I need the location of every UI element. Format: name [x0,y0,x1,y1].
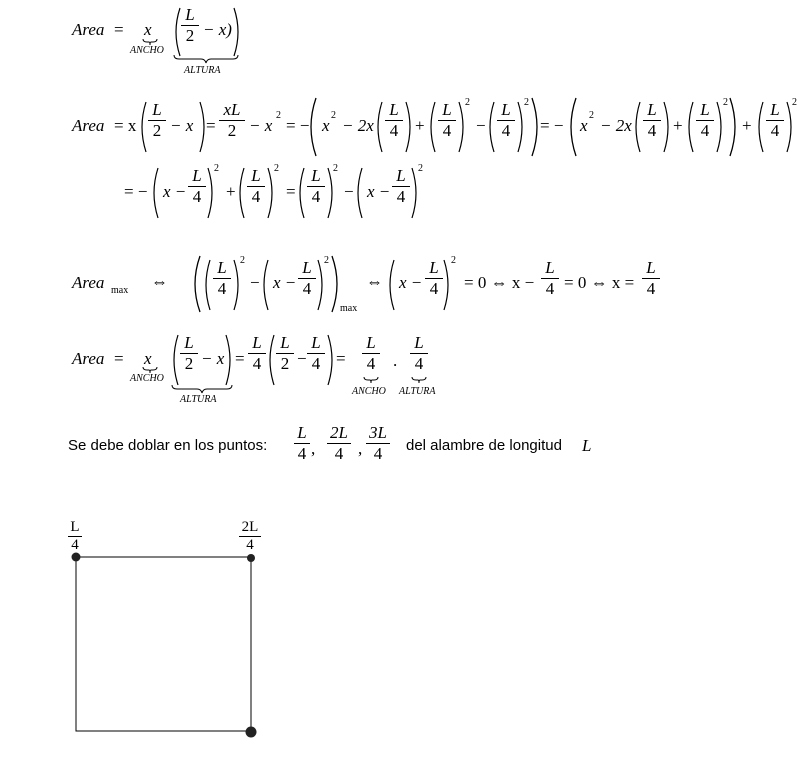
underbrace-altura-2 [411,376,427,384]
minus-x: − x [201,349,225,368]
exp-2: 2 [333,163,338,174]
fraction-L-over-4: L 4 [298,259,316,298]
dot: . [393,351,398,370]
eq-x: = x [114,116,137,135]
fraction-L-over-4: L 4 [362,334,380,373]
fraction-L-over-2: L 2 [276,334,294,373]
x-sq: x [580,116,588,135]
exp-2: 2 [465,97,470,108]
x-minus: x − [399,273,423,292]
minus-x: − x) [203,20,232,39]
equals-sign: = [114,349,124,368]
area-label: Area [72,349,105,368]
plus: + [673,116,683,135]
altura-label: ALTURA [184,65,221,76]
fraction-L-over-4: L 4 [213,259,231,298]
exp-2: 2 [418,163,423,174]
x-minus: x − [367,182,391,201]
area-label: Area [72,116,105,135]
exp-2: 2 [324,255,329,266]
eq-minus: = − [124,182,148,201]
fraction-L-over-4: L 4 [410,334,428,373]
fraction-xL-over-2: xL 2 [219,101,245,140]
fraction-L-over-4: L 4 [294,424,310,463]
exp-2: 2 [214,163,219,174]
exp-2: 2 [723,97,728,108]
fraction-L-over-4: L 4 [392,167,410,206]
x-sq: x [322,116,330,135]
fraction-L-over-4: L 4 [541,259,559,298]
fraction-L-over-2: L 2 [148,101,166,140]
max-subscript: max [111,285,129,296]
fraction-L-over-4: L 4 [425,259,443,298]
ancho-label: ANCHO [352,386,386,397]
minus: − [297,349,307,368]
plus: + [742,116,752,135]
equals-sign: = [114,20,124,39]
L-var: L [582,436,592,455]
sentence-prefix: Se debe doblar en los puntos: [68,437,268,454]
fraction-L-over-4: L 4 [642,259,660,298]
underbrace-altura [171,384,233,394]
label-L-over-4: L 4 [68,520,82,553]
x-var: x [144,20,152,39]
fraction-L-over-2: L 2 [180,334,198,373]
exp-2: 2 [331,110,336,121]
exp-2: 2 [589,110,594,121]
altura-label: ALTURA [180,394,217,405]
fraction-L-over-4: L 4 [385,101,403,140]
equals: = [286,182,296,201]
minus-x: − x [170,116,194,135]
fraction-3L-over-4: 3L 4 [366,424,390,463]
iff-symbol: ⇔ [366,272,383,291]
sentence-suffix: del alambre de longitud [406,437,562,454]
comma: , [311,439,316,458]
minus-x2: − x [249,116,273,135]
x-var: x [144,349,152,368]
minus: − [344,182,354,201]
exp-2: 2 [240,255,245,266]
fraction-L-over-4: L 4 [696,101,714,140]
exp-2: 2 [276,110,281,121]
vertex-top-right [247,554,255,562]
equals: = [206,116,216,135]
x-minus: x − [273,273,297,292]
fraction-L-over-4: L 4 [247,167,265,206]
max-subscript: max [340,303,358,314]
iff-symbol: ⇔ [151,272,168,291]
underbrace-altura [173,54,239,64]
fraction-L-over-4: L 4 [497,101,515,140]
fraction-2L-over-4: 2L 4 [327,424,351,463]
fraction-L-over-4: L 4 [248,334,266,373]
underbrace-ancho-2 [363,376,379,384]
exp-2: 2 [792,97,797,108]
equals: = [336,349,346,368]
fraction-L-over-4: L 4 [307,334,325,373]
eq-zero-iff-x: = 0 ⇔ x = [564,273,635,292]
minus-2x: − 2x [600,116,632,135]
fraction-L-over-4: L 4 [307,167,325,206]
ancho-label: ANCHO [130,45,164,56]
exp-2: 2 [451,255,456,266]
fraction-L-over-4: L 4 [438,101,456,140]
area-label: Area [72,20,105,39]
vertex-top-left [72,553,81,562]
label-2L-over-4: 2L 4 [239,520,261,553]
x-minus: x − [163,182,187,201]
fraction-L-over-4: L 4 [643,101,661,140]
equals: = [235,349,245,368]
fraction-L-over-2: L 2 [181,6,199,45]
plus: + [226,182,236,201]
minus: − [476,116,486,135]
vertex-bottom-right [246,727,257,738]
fraction-L-over-4: L 4 [766,101,784,140]
altura-label: ALTURA [399,386,436,397]
ancho-label: ANCHO [130,373,164,384]
eq-minus: = − [540,116,564,135]
area-label: Area [72,273,105,292]
exp-2: 2 [524,97,529,108]
minus: − [250,273,260,292]
comma: , [358,439,363,458]
eq-minus: = − [286,116,310,135]
eq-zero-iff: = 0 ⇔ x − [464,273,535,292]
square-shape [60,545,265,745]
minus-2x: − 2x [342,116,374,135]
plus: + [415,116,425,135]
fraction-L-over-4: L 4 [188,167,206,206]
exp-2: 2 [274,163,279,174]
